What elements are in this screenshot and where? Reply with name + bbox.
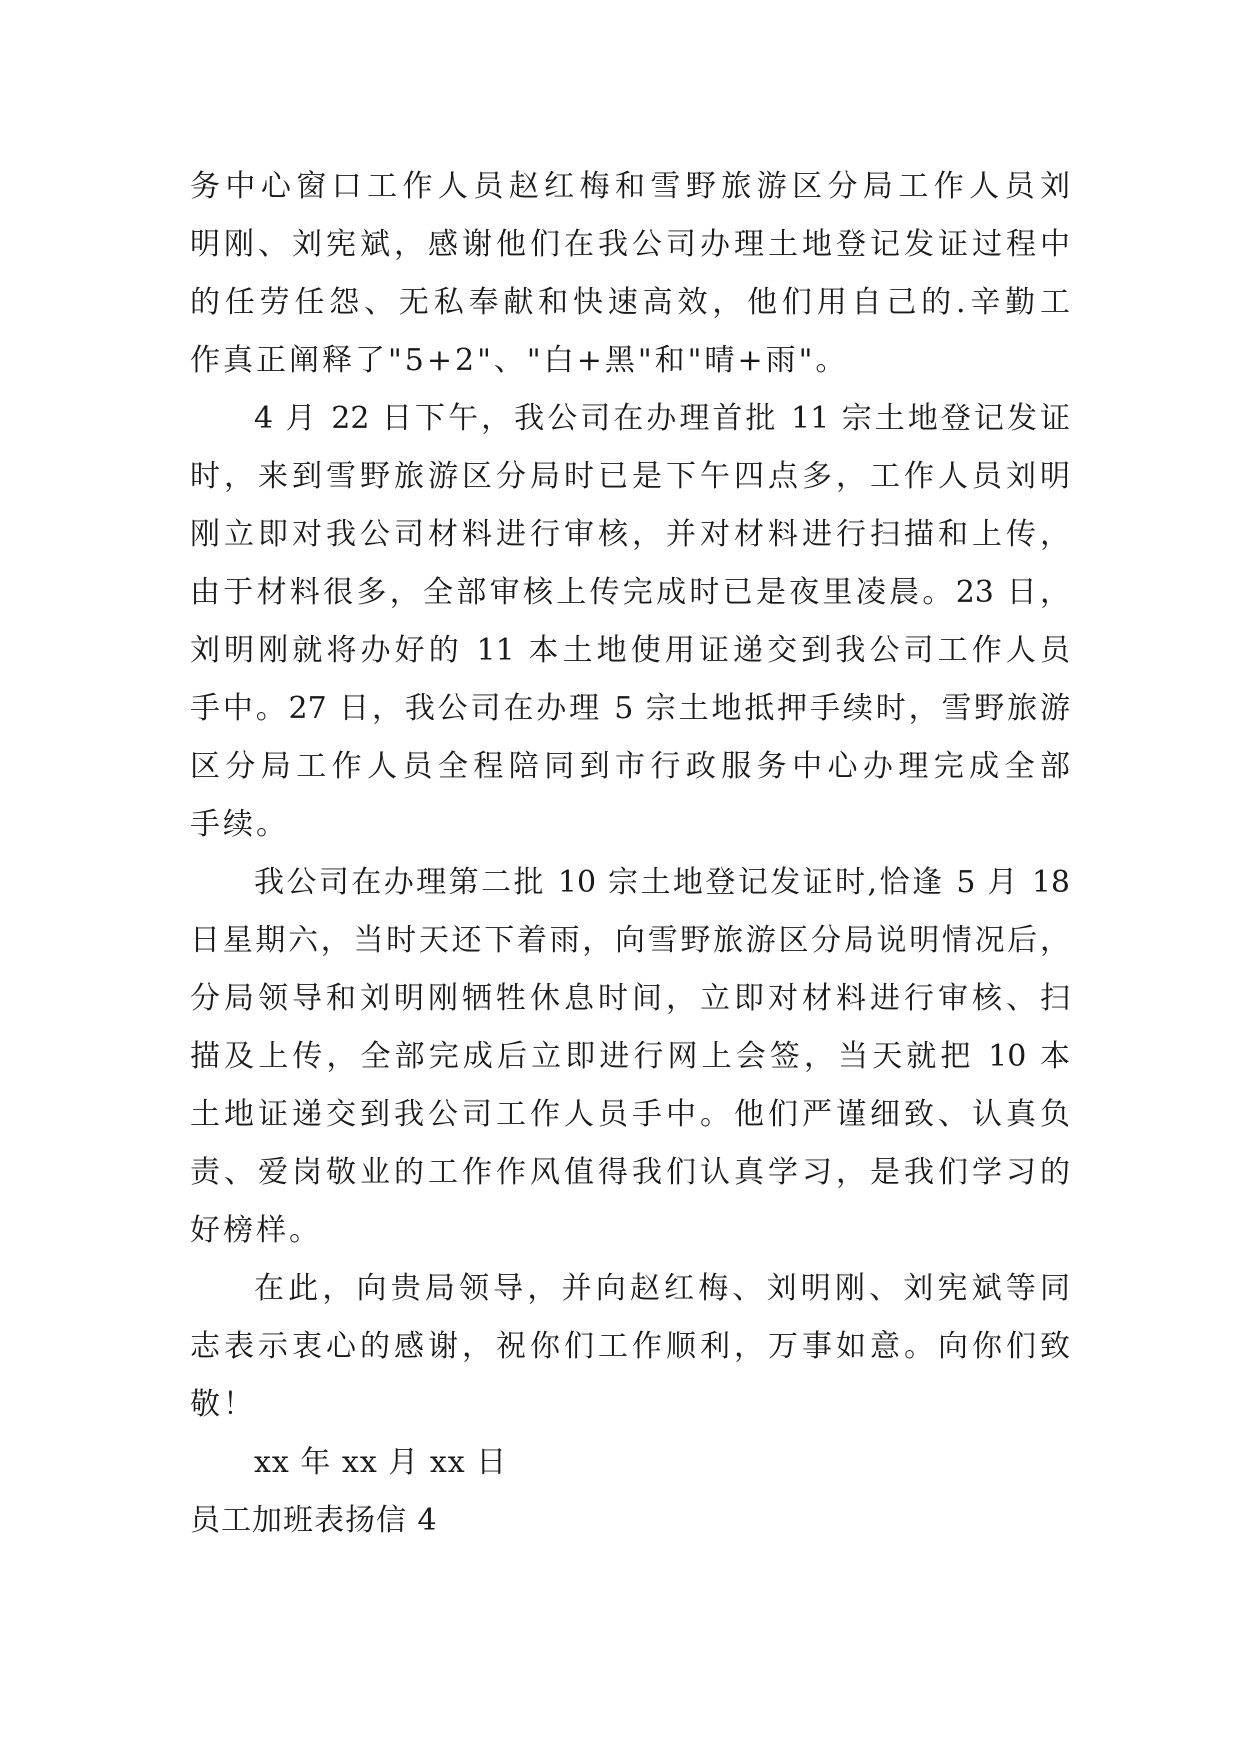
date-line: xx 年 xx 月 xx 日 (254, 1445, 508, 1480)
text-line: 刘明刚就将办好的 11 本土地使用证递交到我公司工作人员 (190, 633, 1070, 668)
letter-body (190, 158, 1070, 1550)
text-line: 分局领导和刘明刚牺牲休息时间，立即对材料进行审核、扫 (190, 981, 1070, 1016)
text-line: 手中。27 日，我公司在办理 5 宗土地抵押手续时，雪野旅游 (190, 691, 1070, 726)
text-line: 由于材料很多，全部审核上传完成时已是夜里凌晨。23 日， (190, 575, 1070, 610)
paragraph-1 (190, 158, 1070, 390)
text-line: 明刚、刘宪斌，感谢他们在我公司办理土地登记发证过程中 (190, 227, 1070, 262)
text-line: 我公司在办理第二批 10 宗土地登记发证时,恰逢 5 月 18 (254, 865, 1070, 900)
text-line: 作真正阐释了"5+2"、"白+黑"和"晴+雨"。 (190, 343, 849, 378)
text-line: 时，来到雪野旅游区分局时已是下午四点多，工作人员刘明 (190, 459, 1070, 494)
text-line: 日星期六，当时天还下着雨，向雪野旅游区分局说明情况后， (190, 923, 1070, 958)
paragraph-4 (190, 1260, 1070, 1434)
text-line: 好榜样。 (190, 1213, 322, 1248)
text-line: 手续。 (190, 807, 289, 842)
text-line: 敬！ (190, 1387, 256, 1422)
section-heading: 员工加班表扬信 4 (190, 1503, 438, 1538)
paragraph-3 (190, 854, 1070, 1260)
text-line: 4 月 22 日下午，我公司在办理首批 11 宗土地登记发证 (254, 401, 1070, 436)
paragraph-2 (190, 390, 1070, 854)
text-line: 区分局工作人员全程陪同到市行政服务中心办理完成全部 (190, 749, 1070, 784)
text-line: 务中心窗口工作人员赵红梅和雪野旅游区分局工作人员刘 (190, 169, 1070, 204)
text-line: 责、爱岗敬业的工作作风值得我们认真学习，是我们学习的 (190, 1155, 1070, 1190)
text-line: 的任劳任怨、无私奉献和快速高效，他们用自己的.辛勤工 (190, 285, 1070, 320)
text-line: 土地证递交到我公司工作人员手中。他们严谨细致、认真负 (190, 1097, 1070, 1132)
text-line: 描及上传，全部完成后立即进行网上会签，当天就把 10 本 (190, 1039, 1070, 1074)
text-line: 志表示衷心的感谢，祝你们工作顺利，万事如意。向你们致 (190, 1329, 1070, 1364)
text-line: 刚立即对我公司材料进行审核，并对材料进行扫描和上传， (190, 517, 1070, 552)
text-line: 在此，向贵局领导，并向赵红梅、刘明刚、刘宪斌等同 (254, 1271, 1070, 1306)
